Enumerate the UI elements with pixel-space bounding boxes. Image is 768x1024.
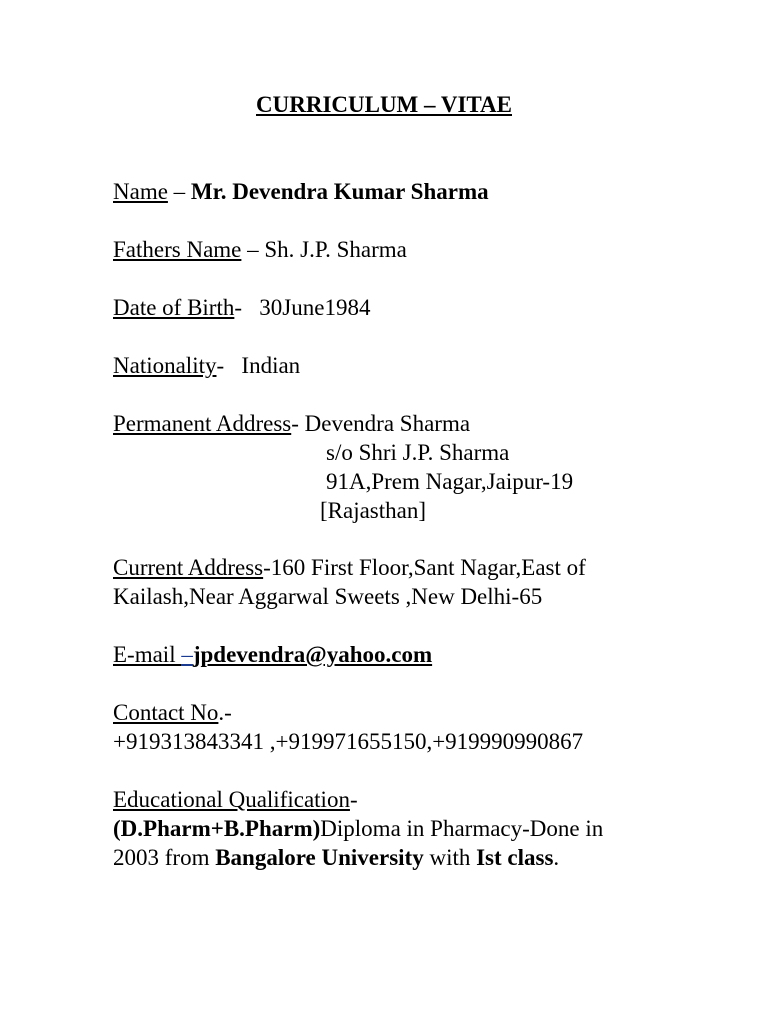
nationality-row <box>113 351 300 380</box>
name-value: Mr. Devendra Kumar Sharma <box>190 179 489 204</box>
education-line-2 <box>113 843 559 872</box>
current-address-label: Current Address <box>113 555 264 580</box>
contact-row <box>113 698 232 727</box>
current-address-row <box>113 553 586 582</box>
contact-numbers: +919313843341 ,+919971655150,+919990990867 <box>113 729 584 754</box>
email-link[interactable]: jpdevendra@yahoo.com <box>192 642 433 667</box>
name-separator: – <box>167 179 191 204</box>
dob-value: 30June1984 <box>259 295 371 320</box>
permanent-address-line-1: Devendra Sharma <box>304 411 471 436</box>
education-label: Educational Qualification <box>113 787 350 812</box>
dob-row <box>113 293 370 322</box>
education-line-1 <box>113 814 603 843</box>
name-label: Name <box>113 179 168 204</box>
current-address-line-1: -160 First Floor,Sant Nagar,East of <box>263 555 586 580</box>
fathers-name-row <box>113 235 407 264</box>
education-with-text: with <box>423 845 477 870</box>
education-suffix: - <box>349 787 358 812</box>
current-address-line-2: Kailash,Near Aggarwal Sweets ,New Delhi-65 <box>113 584 543 609</box>
name-row <box>113 177 489 206</box>
education-degree: (D.Pharm+B.Pharm) <box>113 816 321 841</box>
nationality-label: Nationality <box>113 353 217 378</box>
email-dash: – <box>181 642 193 667</box>
permanent-address-separator: - <box>291 411 305 436</box>
permanent-address-row <box>113 409 470 438</box>
permanent-address-line-2: s/o Shri J.P. Sharma <box>326 440 510 465</box>
contact-label: Contact No <box>113 700 219 725</box>
nationality-value: Indian <box>241 353 301 378</box>
permanent-address-label: Permanent Address <box>113 411 292 436</box>
education-class: Ist class <box>476 845 554 870</box>
dob-label: Date of Birth <box>113 295 235 320</box>
education-row <box>113 785 358 814</box>
email-label: E-mail <box>113 642 182 667</box>
page-title: CURRICULUM – VITAE <box>256 92 512 117</box>
contact-suffix: .- <box>218 700 232 725</box>
nationality-separator: - <box>216 353 242 378</box>
education-year-text: 2003 from <box>113 845 216 870</box>
fathers-name-label: Fathers Name <box>113 237 242 262</box>
fathers-name-value: Sh. J.P. Sharma <box>264 237 407 262</box>
education-desc: Diploma in Pharmacy-Done in <box>320 816 604 841</box>
permanent-address-line-4: [Rajasthan] <box>320 498 427 523</box>
education-end: . <box>553 845 560 870</box>
email-row <box>113 640 432 669</box>
fathers-name-separator: – <box>241 237 265 262</box>
education-university: Bangalore University <box>215 845 424 870</box>
permanent-address-line-3: 91A,Prem Nagar,Jaipur-19 <box>326 469 574 494</box>
dob-separator: - <box>234 295 260 320</box>
